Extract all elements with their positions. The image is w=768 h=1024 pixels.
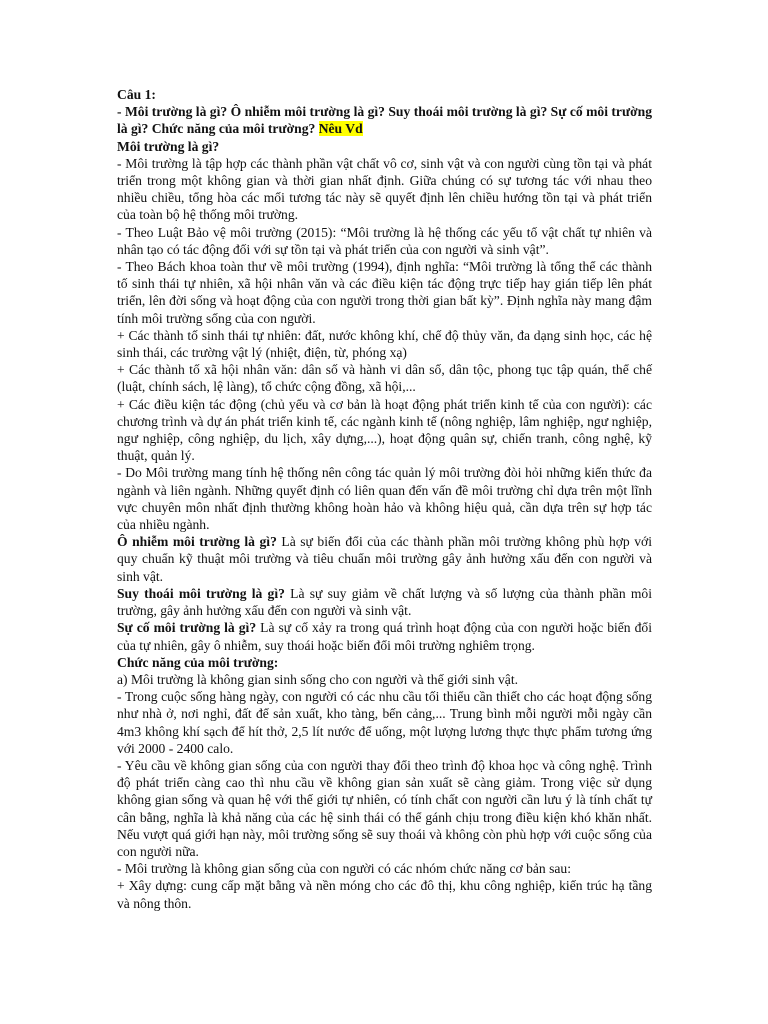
paragraph-basic-functions: - Môi trường là không gian sống của con người có các nhóm chức năng cơ bản sau: <box>117 861 572 877</box>
paragraph-daily-needs: - Trong cuộc sống hàng ngày, con người có các nhu cầu tối thiểu cần thiết cho các hoạt động sống như nhà ở, nơi nghỉ, đất để sản xuất, kho tàng, bến cảng,... Trung bình mỗi người mỗi ngày cần 4m3 không khí sạch để hít thở, 2,5 lít nước để uống, một lượng lương thực thực phẩm tương ứng với 2000 - 2400 calo. <box>117 689 652 756</box>
paragraph-incident <box>117 619 652 653</box>
question-number: Câu 1: <box>117 87 156 102</box>
question-prompt <box>117 103 652 137</box>
paragraph-definition: - Môi trường là tập hợp các thành phần vật chất vô cơ, sinh vật và con người cùng tồn tại và phát triển trong một không gian và thời gian nhất định. Giữa chúng có sự tương tác với nhau theo nhiều chiều, tổng hòa các mối tương tác này sẽ quyết định lên chiều hướng tồn tại và phát triển của toàn bộ hệ thống môi trường. <box>117 155 652 223</box>
pollution-label: Ô nhiễm môi trường là gì? <box>117 534 277 550</box>
paragraph-law-definition: - Theo Luật Bảo vệ môi trường (2015): “Môi trường là hệ thống các yếu tố vật chất tự nhiên và nhân tạo có tác động đối với sự tồn tại và phát triển của con người và sinh vật”. <box>117 224 652 257</box>
question-text: - Môi trường là gì? Ô nhiễm môi trường là gì? Suy thoái môi trường là gì? Sự cố môi trường là gì? Chức năng của môi trường? <box>117 104 652 137</box>
paragraph-pollution <box>117 533 652 585</box>
paragraph-degradation <box>117 585 652 619</box>
heading-moi-truong: Môi trường là gì? <box>117 138 220 154</box>
incident-text: Là sự cố xảy ra trong quá trình hoạt động của con người hoặc biến đổi của tự nhiên, gây ô nhiễm, suy thoái hoặc biến đổi môi trường nghiêm trọng. <box>117 620 652 653</box>
paragraph-living-space: a) Môi trường là không gian sinh sống cho con người và thế giới sinh vật. <box>117 671 519 687</box>
paragraph-construction: + Xây dựng: cung cấp mặt bằng và nền móng cho các đô thị, khu công nghiệp, kiến trúc hạ tầng và nông thôn. <box>117 878 652 911</box>
highlighted-example-note: Nêu Vd <box>318 121 363 137</box>
paragraph-space-requirements: - Yêu cầu về không gian sống của con người thay đổi theo trình độ khoa học và công nghệ. Trình độ phát triển càng cao thì nhu cầu về không gian sản xuất sẽ càng giảm. Trong việc sử dụng không gian sống và quan hệ với thế giới tự nhiên, có tính chất con người cần lưu ý là tính chất tự cân bằng, nghĩa là khả năng của các hệ sinh thái có thể gánh chịu trong điều kiện khó khăn nhất. Nếu vượt quá giới hạn này, môi trường sống sẽ suy thoái và không còn phù hợp với cuộc sống của con người nữa. <box>117 757 652 859</box>
paragraph-impact-conditions: + Các điều kiện tác động (chủ yếu và cơ bản là hoạt động phát triển kinh tế của con người): các chương trình và dự án phát triển kinh tế, các ngành kinh tế (nông nghiệp, lâm nghiệp, ngư nghiệp, ngư nghiệp, công nghiệp, du lịch, xây dựng,...), hoạt động quân sự, chiến tranh, công nghệ, kỹ thuật, quản lý. <box>117 396 652 464</box>
degradation-text: Là sự suy giảm về chất lượng và số lượng của thành phần môi trường, gây ảnh hưởng xấu đến con người và sinh vật. <box>117 585 652 619</box>
pollution-text: Là sự biến đổi của các thành phần môi trường không phù hợp với quy chuẩn kỹ thuật môi trường và tiêu chuẩn môi trường gây ảnh hưởng xấu đến con người và sinh vật. <box>117 534 653 584</box>
incident-label: Sự cố môi trường là gì? <box>117 620 257 636</box>
degradation-label: Suy thoái môi trường là gì? <box>117 585 285 601</box>
paragraph-natural-factors: + Các thành tố sinh thái tự nhiên: đất, nước không khí, chế độ thủy văn, đa dạng sinh học, các hệ sinh thái, các trường vật lý (nhiệt, điện, từ, phóng xạ) <box>117 327 652 361</box>
heading-functions: Chức năng của môi trường: <box>117 654 279 670</box>
paragraph-systemic-management: - Do Môi trường mang tính hệ thống nên công tác quản lý môi trường đòi hỏi những kiến thức đa ngành và liên ngành. Những quyết định có liên quan đến vấn đề môi trường chỉ dựa trên một lĩnh vực chuyên môn nhất định thường không hoàn hảo và không hiệu quả, cần dựa trên sự hợp tác của nhiều ngành. <box>117 465 652 533</box>
paragraph-social-factors: + Các thành tố xã hội nhân văn: dân số và hành vi dân số, dân tộc, phong tục tập quán, thể chế (luật, chính sách, lệ làng), tổ chức cộng đồng, xã hội,... <box>117 362 652 395</box>
document-page <box>117 86 652 912</box>
paragraph-encyclopedia-definition: - Theo Bách khoa toàn thư về môi trường (1994), định nghĩa: “Môi trường là tổng thể các thành tố sinh thái tự nhiên, xã hội nhân văn và các điều kiện tác động trực tiếp hay gián tiếp lên phát triển, lên đời sống và hoạt động của con người trong thời gian bất kỳ”. Định nghĩa này mang đậm tính môi trường sống của con người. <box>117 259 652 326</box>
